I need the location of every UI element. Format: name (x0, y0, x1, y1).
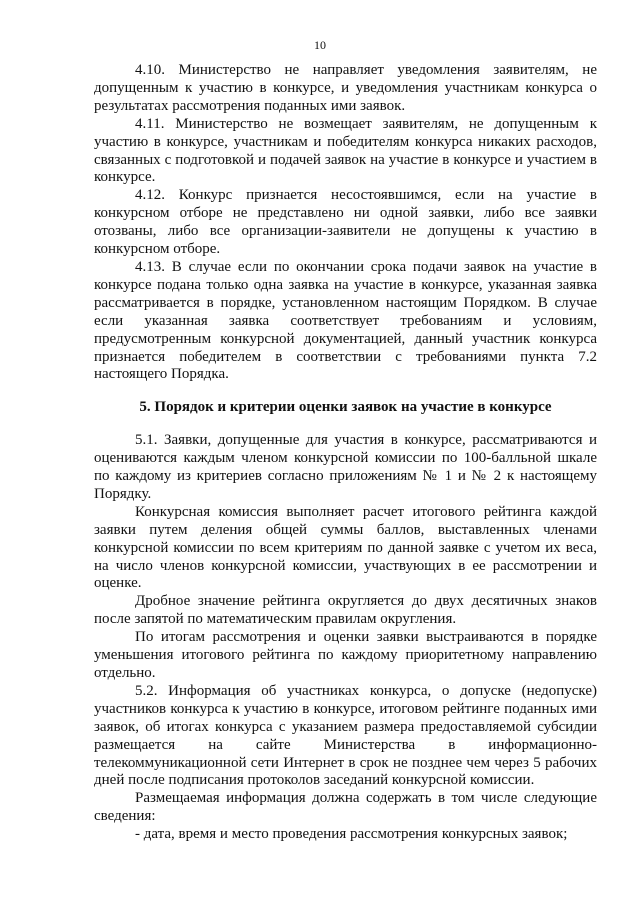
section-heading: 5. Порядок и критерии оценки заявок на участие в конкурсе (139, 399, 552, 416)
paragraph-4-13: 4.13. В случае если по окончании срока подачи заявок на участие в конкурсе подана только одна заявка на участие в конкурсе, указанная заявка рассматривается в порядке, установленном настоящим Порядком. В случае если указанная заявка соответствует требованиям и условиям, предусмотренным конкурсной документацией, данный участник конкурса признается победителем в соответствии с требованиями пункта 7.2 настоящего Порядка. (94, 258, 597, 383)
paragraph-rounding: Дробное значение рейтинга округляется до двух десятичных знаков после запятой по математическим правилам округления. (94, 593, 597, 628)
document-body (94, 62, 597, 844)
paragraph-5-1: 5.1. Заявки, допущенные для участия в конкурсе, рассматриваются и оцениваются каждым членом конкурсной комиссии по 100-балльной шкале по каждому из критериев согласно приложениям № 1 и № 2 к настоящему Порядку. (94, 432, 597, 502)
paragraph-ordering: По итогам рассмотрения и оценки заявки выстраиваются в порядке уменьшения итогового рейтинга по каждому приоритетному направлению отдельно. (94, 629, 597, 681)
paragraph-4-12: 4.12. Конкурс признается несостоявшимся, если на участие в конкурсном отборе не представлено ни одной заявки, либо все заявки отозваны, либо все организации-заявители не допущены к участию в конкурсном отборе. (94, 187, 597, 258)
paragraph-4-10: 4.10. Министерство не направляет уведомления заявителям, не допущенным к участию в конкурсе, и уведомления участникам конкурса о результатах рассмотрения поданных ими заявок. (94, 62, 597, 114)
paragraph-rating-calculation: Конкурсная комиссия выполняет расчет итогового рейтинга каждой заявки путем деления общей суммы баллов, выставленных членами конкурсной комиссии по всем критериям по данной заявке с учетом их веса, на число членов конкурсной комиссии, участвующих в ее рассмотрении и оценке. (94, 503, 597, 592)
list-item: - дата, время и место проведения рассмотрения конкурсных заявок; (135, 826, 568, 843)
page-number: 10 (314, 38, 326, 52)
paragraph-4-11: 4.11. Министерство не возмещает заявителям, не допущенным к участию в конкурсе, участникам и победителям конкурса никаких расходов, связанных с подготовкой и подачей заявок на участие в конкурсе и участием в конкурсе. (94, 115, 597, 186)
paragraph-info-content: Размещаемая информация должна содержать в том числе следующие сведения: (94, 790, 597, 825)
paragraph-5-2: 5.2. Информация об участниках конкурса, о допуске (недопуске) участников конкурса к участию в конкурсе, итоговом рейтинге поданных ими заявок, об итогах конкурса с указанием размера предоставляемой субсидии размещается на сайте Министерства в информационно-телекоммуникационной сети Интернет в срок не позднее чем через 5 рабочих дней после подписания протоколов заседаний конкурсной комиссии. (94, 682, 597, 789)
